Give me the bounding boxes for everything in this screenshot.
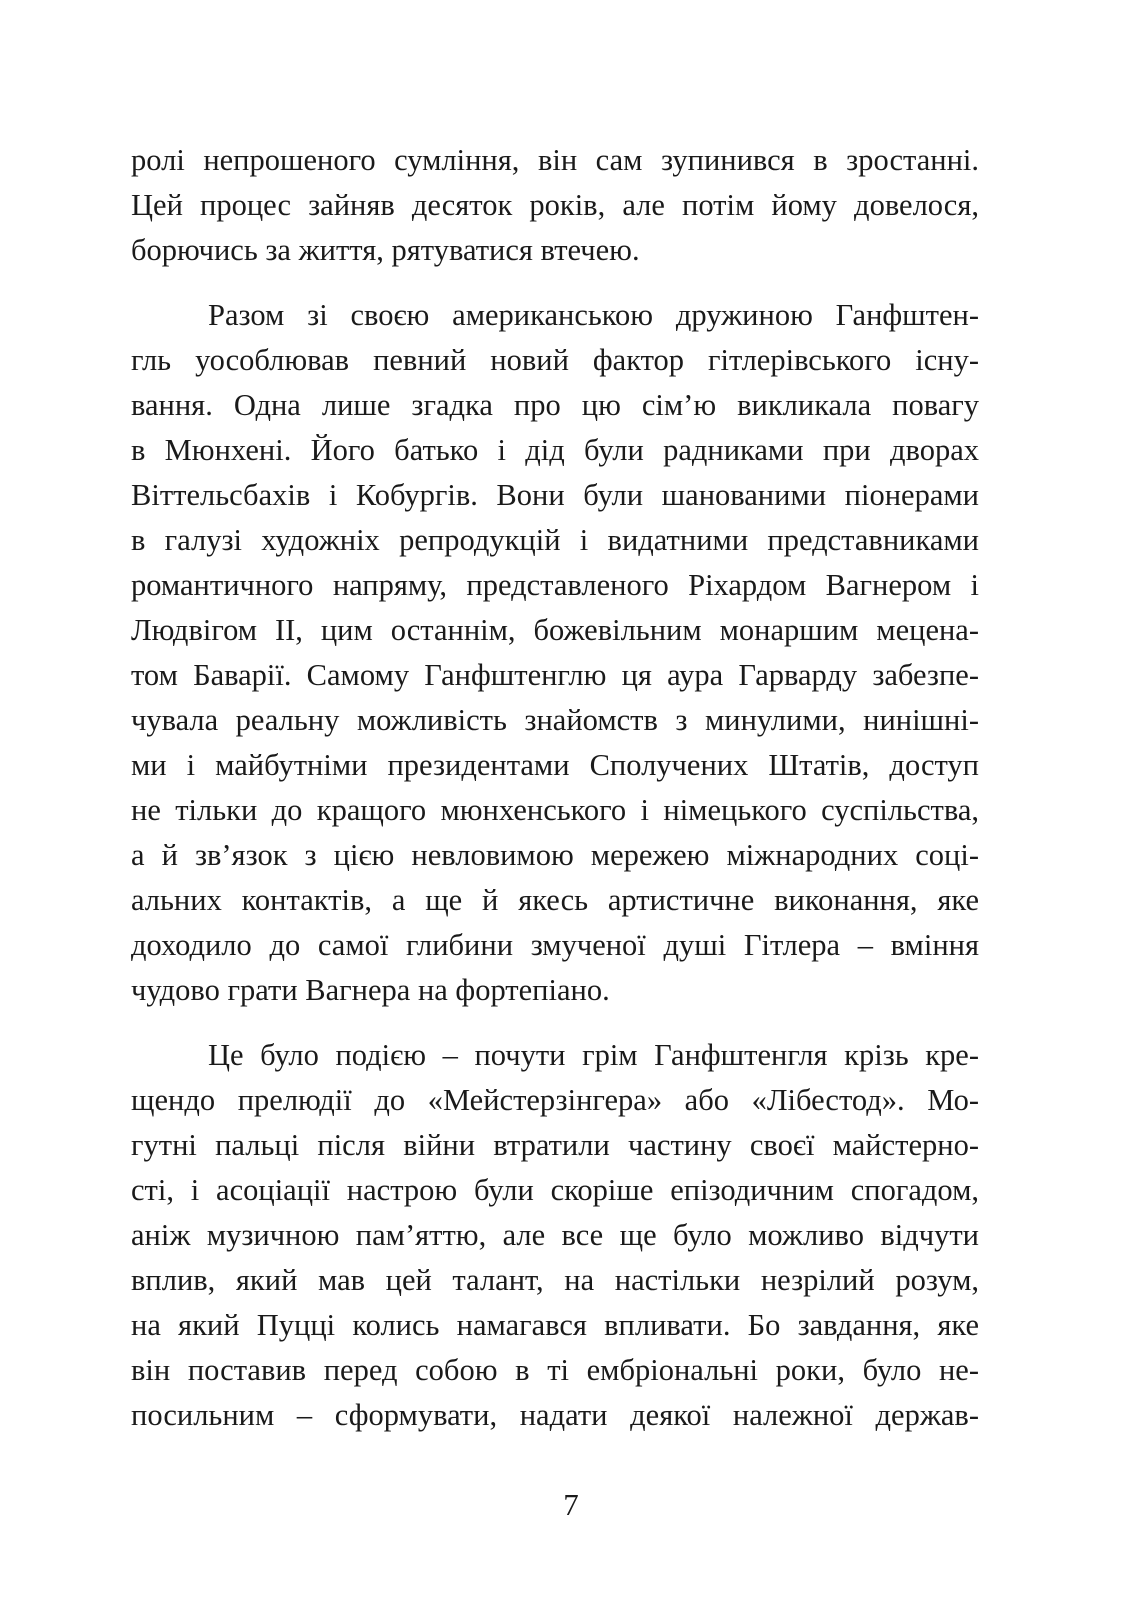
paragraph-2 xyxy=(131,293,979,1013)
text-line: доходило до самої глибини змученої душі Гітлера – вміння xyxy=(131,928,979,962)
text-line: альних контактів, а ще й якесь артистичне виконання, яке xyxy=(131,883,979,917)
text-line: він поставив перед собою в ті ембріональні роки, було не- xyxy=(131,1353,979,1387)
text-line: а й зв’язок з цією невловимою мережею міжнародних соці- xyxy=(131,838,979,872)
text-line: не тільки до кращого мюнхенського і німецького суспільства, xyxy=(131,793,979,827)
text-line: Цей процес зайняв десяток років, але потім йому довелося, xyxy=(131,188,979,222)
text-line: в Мюнхені. Його батько і дід були радниками при дворах xyxy=(131,433,979,467)
text-line: вання. Одна лише згадка про цю сім’ю викликала повагу xyxy=(131,388,979,422)
text-line: вплив, який мав цей талант, на настільки незрілий розум, xyxy=(131,1263,979,1297)
text-line: гль уособлював певний новий фактор гітлерівського існу- xyxy=(131,343,979,377)
page-number: 7 xyxy=(563,1487,579,1522)
text-line: сті, і асоціації настрою були скоріше епізодичним спогадом, xyxy=(131,1173,979,1207)
text-line: ми і майбутніми президентами Сполучених Штатів, доступ xyxy=(131,748,979,782)
text-line: гутні пальці після війни втратили частину своєї майстерно- xyxy=(131,1128,979,1162)
text-line: романтичного напряму, представленого Ріхардом Вагнером і xyxy=(131,568,979,602)
text-line: Людвігом II, цим останнім, божевільним монаршим мецена- xyxy=(131,613,979,647)
text-line: на який Пуцці колись намагався впливати. Бо завдання, яке xyxy=(131,1308,979,1342)
text-line: борючись за життя, рятуватися втечею. xyxy=(131,233,640,267)
text-line: ролі непрошеного сумління, він сам зупинився в зростанні. xyxy=(131,143,979,177)
text-line: щендо прелюдії до «Мейстерзінгера» або «Лібестод». Мо- xyxy=(131,1083,979,1117)
body-text xyxy=(131,138,979,1438)
paragraph-1 xyxy=(131,138,979,273)
text-line: посильним – сформувати, надати деякої належної держав- xyxy=(131,1398,979,1432)
text-line: Віттельсбахів і Кобургів. Вони були шанованими піонерами xyxy=(131,478,979,512)
paragraph-3 xyxy=(131,1033,979,1438)
text-line: Це було подією – почути грім Ганфштенгля крізь кре- xyxy=(208,1038,979,1072)
text-line: чудово грати Вагнера на фортепіано. xyxy=(131,973,610,1007)
text-line: Разом зі своєю американською дружиною Ганфштен- xyxy=(208,298,979,332)
text-line: чувала реальну можливість знайомств з минулими, нинішні- xyxy=(131,703,979,737)
text-line: в галузі художніх репродукцій і видатними представниками xyxy=(131,523,979,557)
text-line: том Баварії. Самому Ганфштенглю ця аура Гарварду забезпе- xyxy=(131,658,979,692)
text-line: аніж музичною пам’яттю, але все ще було можливо відчути xyxy=(131,1218,979,1252)
